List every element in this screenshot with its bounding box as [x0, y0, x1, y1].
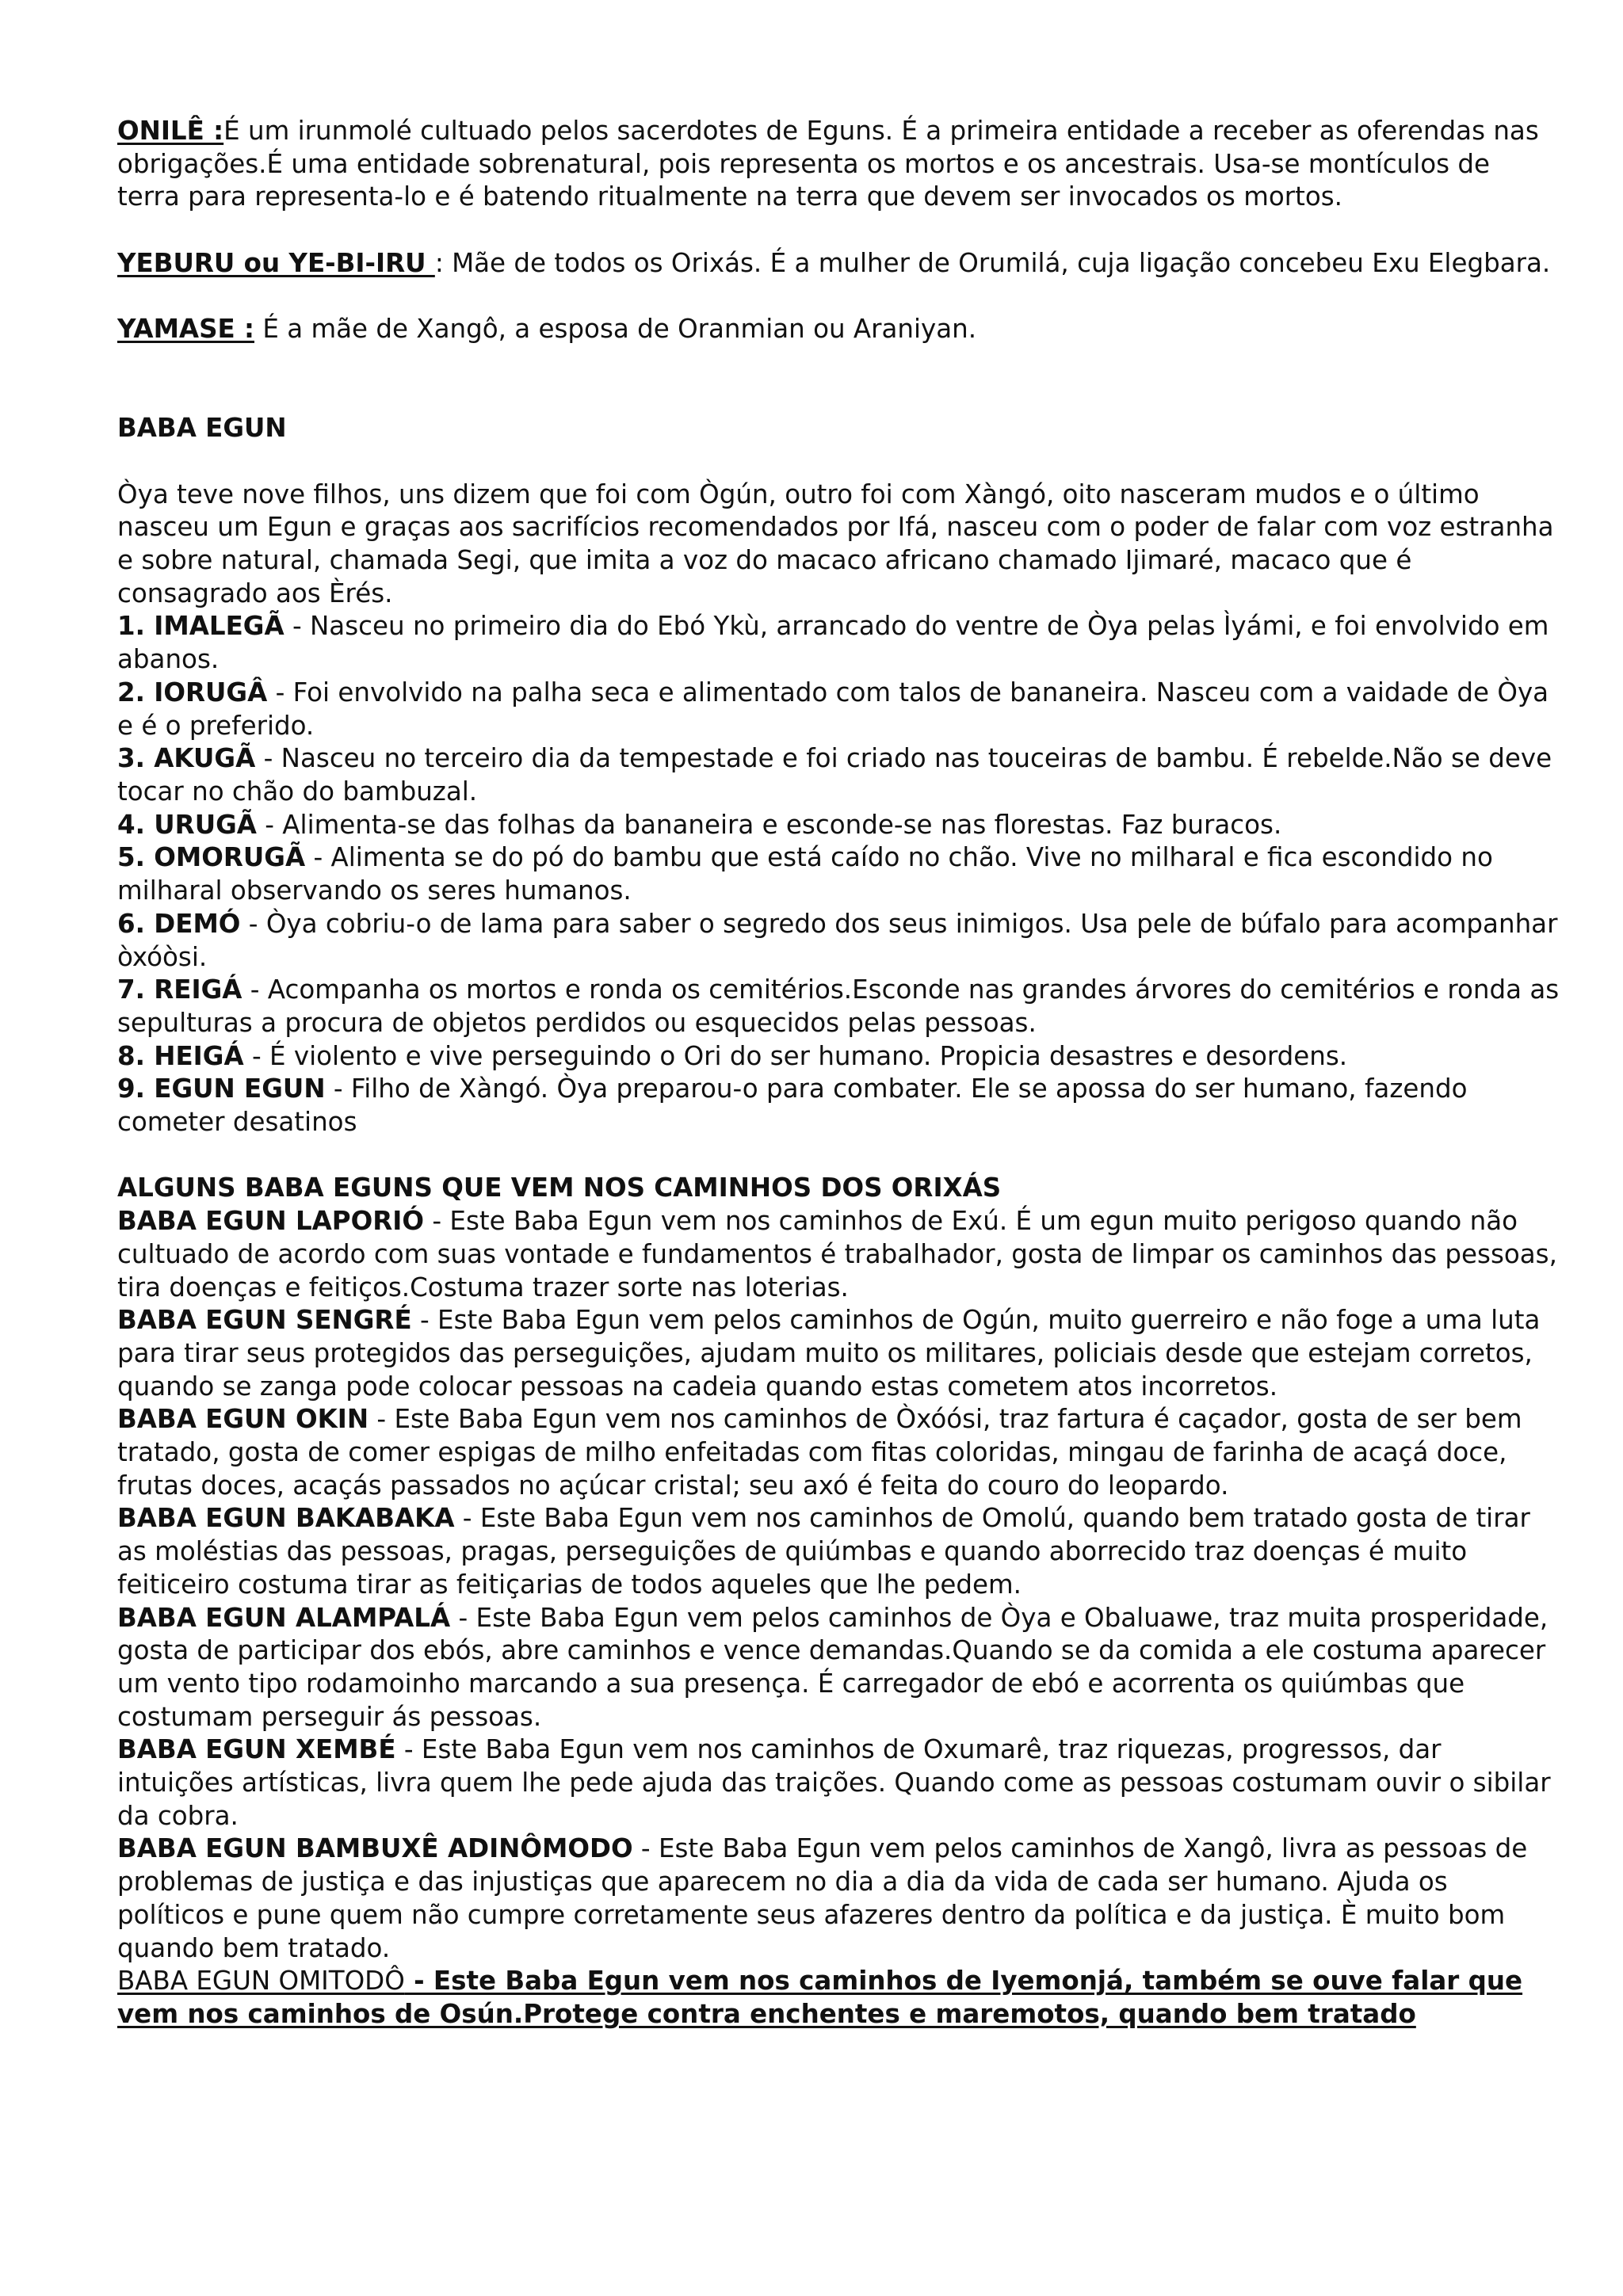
egun-text: - Este Baba Egun vem nos caminhos de Iyemonjá, também se ouve falar que vem nos caminhos de Osún.Protege contra enchentes e maremotos, quando bem tratado	[117, 1966, 1523, 2029]
child-item	[117, 610, 1560, 676]
egun-text: - Este Baba Egun vem nos caminhos de Òxóósi, traz fartura é caçador, gosta de ser bem tratado, gosta de comer espigas de milho enfeitadas com fitas coloridas, mingau de farinha de acaçá doce, frutas doces, acaçás passados no açúcar cristal; seu axó é feita do couro do leopardo.	[117, 1404, 1522, 1501]
egun-name: BABA EGUN BAKABAKA	[117, 1503, 455, 1534]
def-yeburu-text: : Mãe de todos os Orixás. É a mulher de Orumilá, cuja ligação concebeu Exu Elegbara.	[434, 247, 1551, 278]
def-onile-text: É um irunmolé cultuado pelos sacerdotes de Eguns. É a primeira entidade a receber as oferendas nas obrigações.É uma entidade sobrenatural, pois representa os mortos e os ancestrais. Usa-se montículos de terra para representa-lo e é batendo ritualmente na terra que devem ser invocados os mortos.	[117, 116, 1539, 212]
egun-entry-last	[117, 1965, 1560, 2031]
egun-text: - Este Baba Egun vem nos caminhos de Omolú, quando bem tratado gosta de tirar as moléstias das pessoas, pragas, perseguições de quiúmbas e quando aborrecido traz doenças é muito feiticeiro costuma tirar as feitiçarias de todos aqueles que lhe pedem.	[117, 1503, 1530, 1600]
egun-entry	[117, 1304, 1560, 1403]
child-name: 4. URUGÃ	[117, 809, 257, 840]
def-onile	[117, 115, 1560, 214]
egun-entry	[117, 1733, 1560, 1833]
child-text: - Òya cobriu-o de lama para saber o segredo dos seus inimigos. Usa pele de búfalo para acompanhar òxóòsi.	[117, 908, 1558, 972]
egun-entry	[117, 1602, 1560, 1734]
egun-text: - Este Baba Egun vem nos caminhos de Exú. É um egun muito perigoso quando não cultuado de acordo com suas vontade e fundamentos é trabalhador, gosta de limpar os caminhos das pessoas, tira doenças e feitiços.Costuma trazer sorte nas loterias.	[117, 1206, 1557, 1302]
child-name: 9. EGUN EGUN	[117, 1074, 326, 1104]
term-yeburu: YEBURU ou YE-BI-IRU	[117, 247, 435, 278]
egun-name: BABA EGUN SENGRÉ	[117, 1305, 412, 1336]
child-text: - Alimenta-se das folhas da bananeira e esconde-se nas florestas. Faz buracos.	[256, 809, 1282, 840]
egun-text: - Este Baba Egun vem pelos caminhos de Ogún, muito guerreiro e não foge a uma luta para tirar seus protegidos das perseguições, ajudam muito os militares, policiais desde que estejam corretos, quando se zanga pode colocar pessoas na cadeia quando estas cometem atos incorretos.	[117, 1305, 1541, 1402]
child-name: 5. OMORUGÃ	[117, 842, 306, 873]
def-yeburu	[117, 247, 1560, 280]
child-item	[117, 841, 1560, 907]
child-item	[117, 1073, 1560, 1138]
egun-entry	[117, 1403, 1560, 1502]
egun-name: BABA EGUN BAMBUXÊ ADINÔMODO	[117, 1833, 633, 1864]
child-name: 1. IMALEGÃ	[117, 611, 285, 642]
egun-text: - Este Baba Egun vem pelos caminhos de Òya e Obaluawe, traz muita prosperidade, gosta de participar dos ebós, abre caminhos e vence demandas.Quando se da comida a ele costuma aparecer um vento tipo rodamoinho marcando a sua presença. É carregador de ebó e acorrenta os quiúmbas que costumam perseguir ás pessoas.	[117, 1602, 1549, 1732]
term-onile: ONILÊ :	[117, 116, 224, 146]
child-name: 2. IORUGÂ	[117, 677, 268, 707]
def-yamase-text: É a mãe de Xangô, a esposa de Oranmian ou Araniyan.	[254, 314, 977, 345]
egun-entry	[117, 1502, 1560, 1601]
egun-name: BABA EGUN OKIN	[117, 1404, 369, 1435]
document-page	[117, 115, 1560, 2031]
egun-text: - Este Baba Egun vem pelos caminhos de Xangô, livra as pessoas de problemas de justiça e das injustiças que aparecem no dia a dia da vida de cada ser humano. Ajuda os políticos e pune quem não cumpre corretamente seus afazeres dentro da política e da justiça. È muito bom quando bem tratado.	[117, 1833, 1528, 1963]
child-text: - Alimenta se do pó do bambu que está caído no chão. Vive no milharal e fica escondido no milharal observando os seres humanos.	[117, 842, 1493, 906]
egun-name: BABA EGUN ALAMPALÁ	[117, 1602, 451, 1633]
def-yamase	[117, 313, 1560, 346]
child-name: 7. REIGÁ	[117, 974, 242, 1005]
child-name: 6. DEMÓ	[117, 908, 241, 939]
egun-name: BABA EGUN OMITODÔ	[117, 1966, 405, 1997]
child-text: - Acompanha os mortos e ronda os cemitérios.Esconde nas grandes árvores do cemitérios e ronda as sepulturas a procura de objetos perdidos ou esquecidos pelas pessoas.	[117, 974, 1560, 1038]
child-item	[117, 809, 1560, 842]
egun-text: - Este Baba Egun vem nos caminhos de Oxumarê, traz riquezas, progressos, dar intuições artísticas, livra quem lhe pede ajuda das traições. Quando come as pessoas costumam ouvir o sibilar da cobra.	[117, 1734, 1551, 1831]
child-text: - Nasceu no terceiro dia da tempestade e foi criado nas touceiras de bambu. É rebelde.Não se deve tocar no chão do bambuzal.	[117, 743, 1552, 807]
section-heading-baba-egun: BABA EGUN	[117, 413, 287, 444]
child-name: 8. HEIGÁ	[117, 1040, 244, 1071]
child-item	[117, 1040, 1560, 1074]
child-text: - Nasceu no primeiro dia do Ebó Ykù, arrancado do ventre de Òya pelas Ìyámi, e foi envolvido em abanos.	[117, 611, 1549, 675]
child-item	[117, 974, 1560, 1039]
child-text: - Foi envolvido na palha seca e alimentado com talos de bananeira. Nasceu com a vaidade de Òya e é o preferido.	[117, 677, 1549, 741]
section-heading-orixas: ALGUNS BABA EGUNS QUE VEM NOS CAMINHOS DOS ORIXÁS	[117, 1173, 1002, 1203]
egun-name: BABA EGUN XEMBÉ	[117, 1734, 396, 1765]
child-item	[117, 742, 1560, 808]
child-item	[117, 677, 1560, 742]
egun-entry	[117, 1205, 1560, 1304]
term-yamase: YAMASE :	[117, 314, 254, 345]
child-item	[117, 908, 1560, 974]
child-name: 3. AKUGÃ	[117, 743, 256, 774]
child-text: - Filho de Xàngó. Òya preparou-o para combater. Ele se apossa do ser humano, fazendo cometer desatinos	[117, 1074, 1468, 1138]
baba-egun-intro: Òya teve nove filhos, uns dizem que foi com Ògún, outro foi com Xàngó, oito nasceram mudos e o último nasceu um Egun e graças aos sacrifícios recomendados por Ifá, nasceu com o poder de falar com voz estranha e sobre natural, chamada Segi, que imita a voz do macaco africano chamado Ijimaré, macaco que é consagrado aos Èrés.	[117, 479, 1554, 608]
egun-entry	[117, 1833, 1560, 1965]
egun-name: BABA EGUN LAPORIÓ	[117, 1206, 425, 1237]
child-text: - É violento e vive perseguindo o Ori do ser humano. Propicia desastres e desordens.	[243, 1040, 1348, 1071]
